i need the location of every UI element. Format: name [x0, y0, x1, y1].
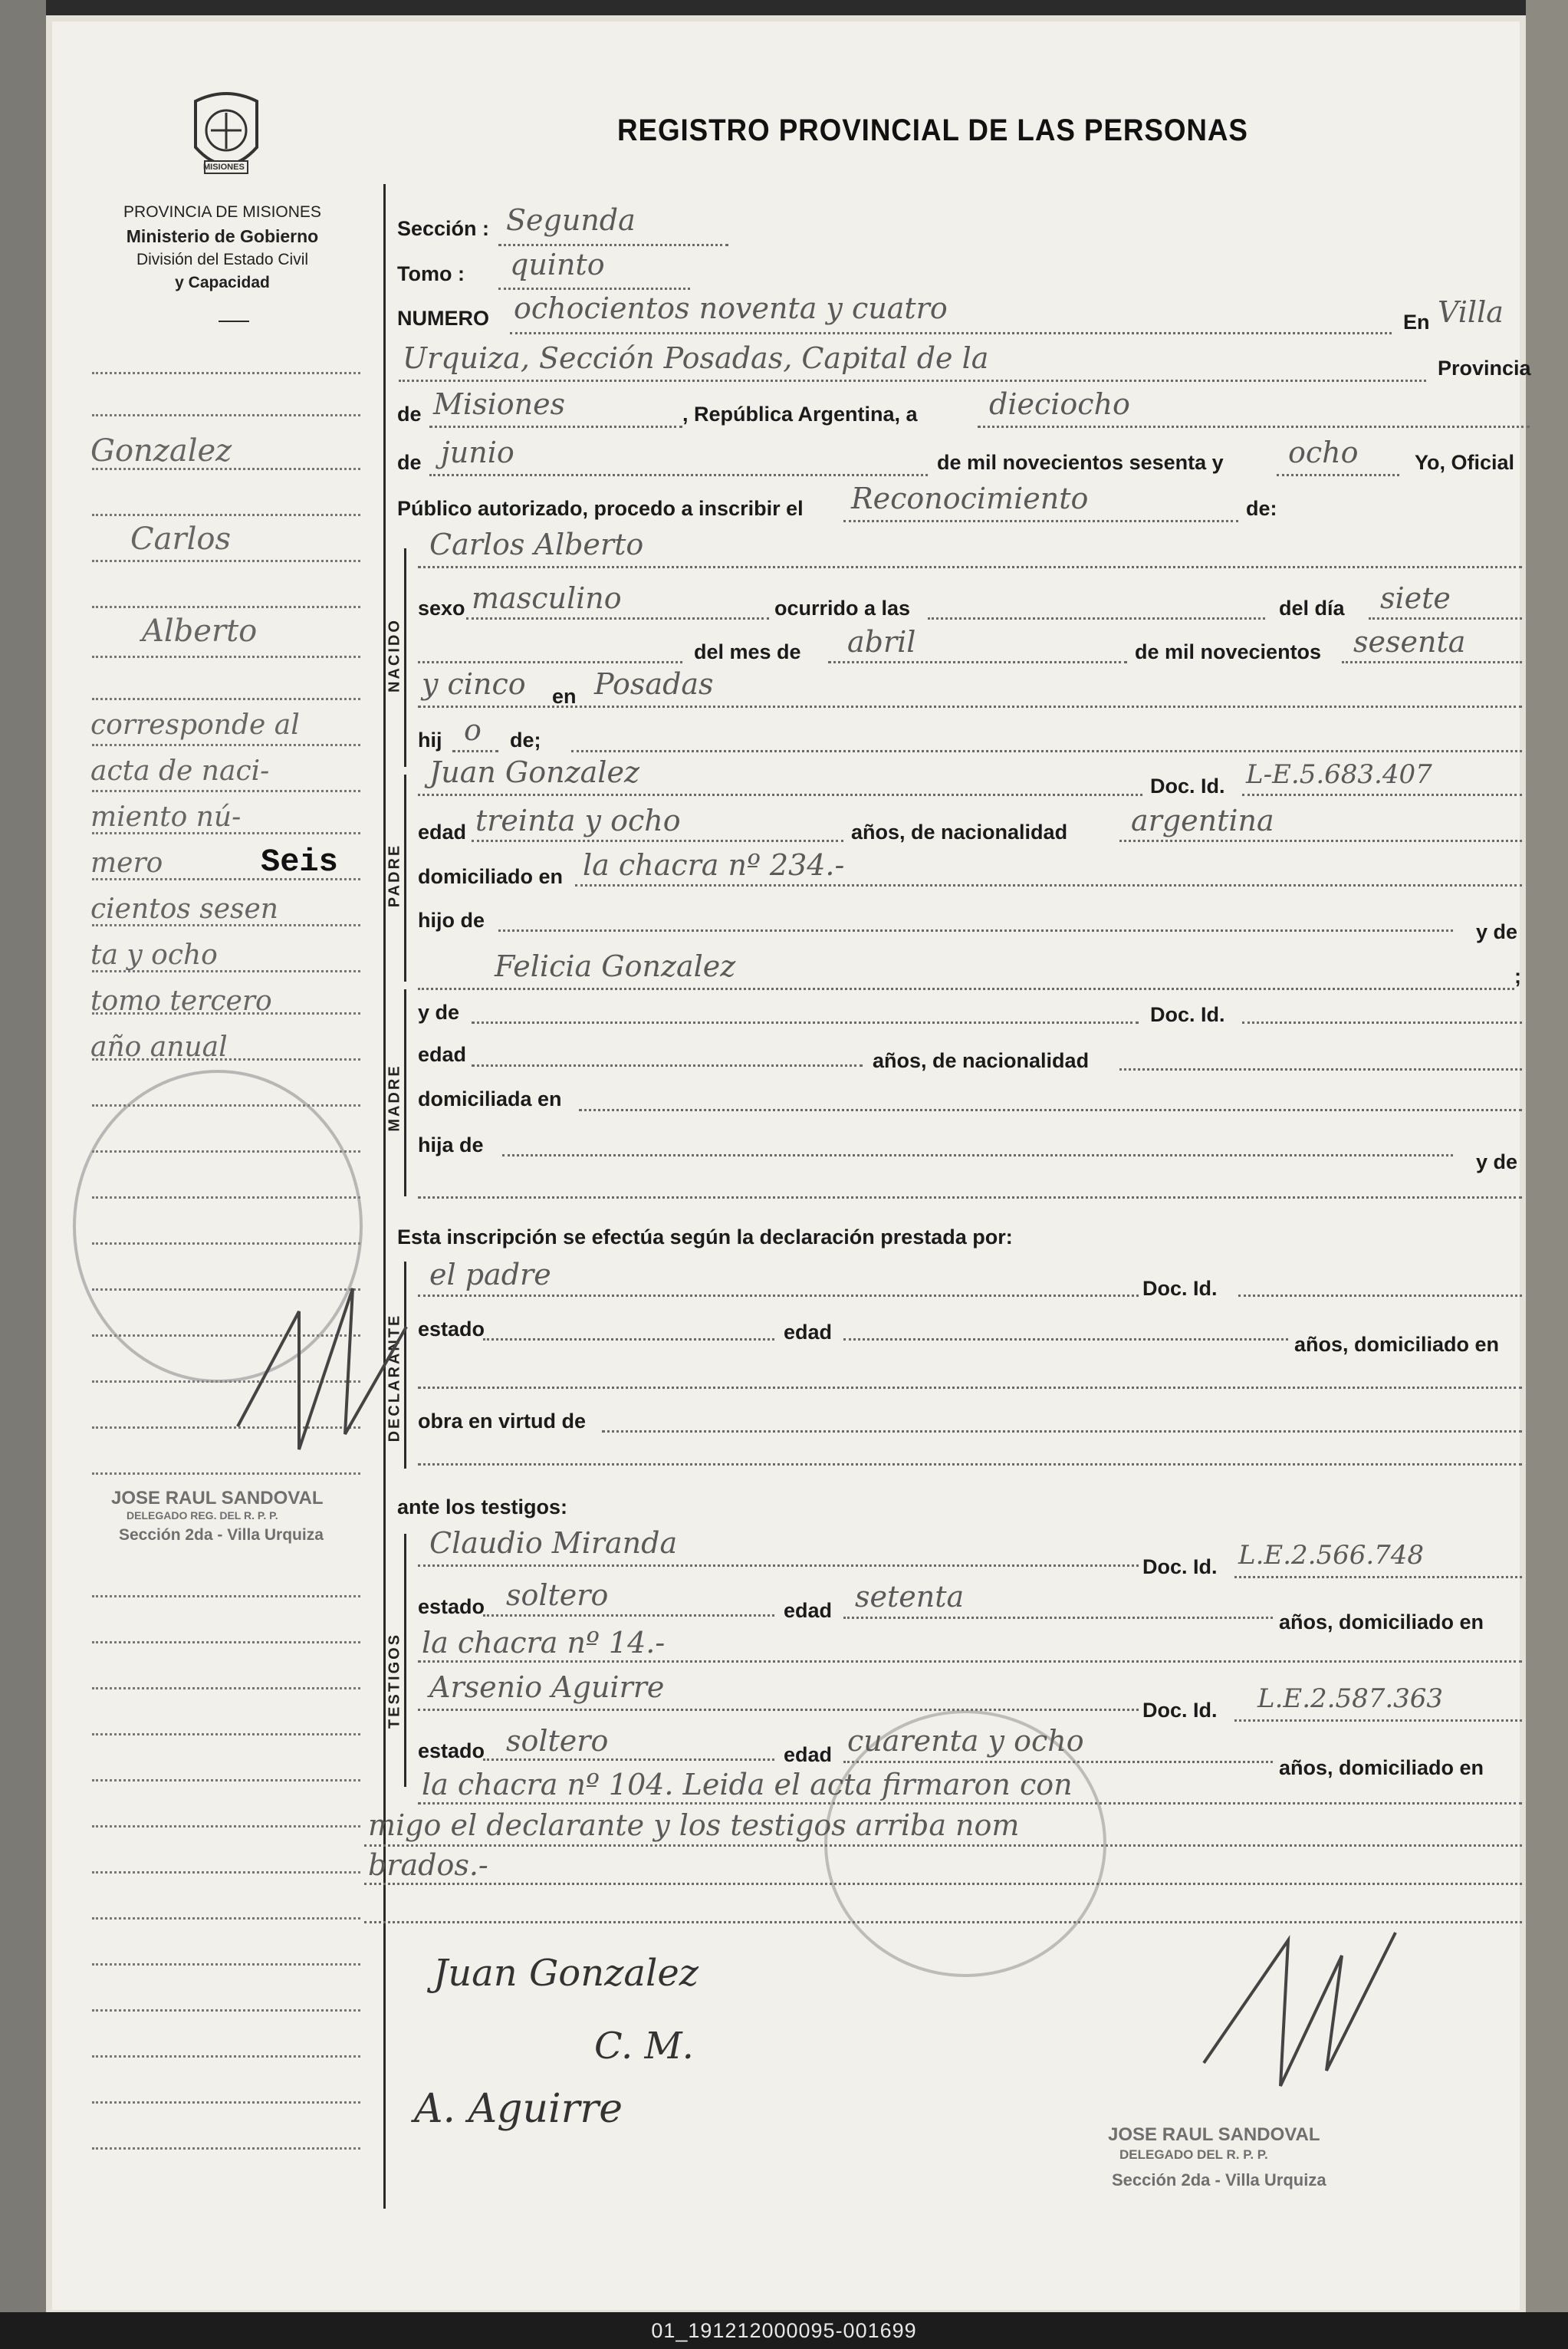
issuer-line-3: División del Estado Civil	[136, 251, 309, 268]
hijo-suffix: o	[464, 713, 482, 747]
testigo2-doc-value: L.E.2.587.363	[1257, 1683, 1444, 1714]
margin-note-line: tomo tercero	[90, 985, 272, 1017]
numero-label: NUMERO	[397, 307, 489, 330]
year-label: de mil novecientos sesenta y	[937, 451, 1224, 474]
testigos-intro-label: ante los testigos:	[397, 1495, 568, 1518]
nacido-month-value: abril	[847, 625, 916, 659]
de-label: de	[397, 403, 422, 426]
bottom-stamp-line: DELEGADO DEL R. P. P.	[1119, 2147, 1268, 2162]
emblem-text: MISIONES	[203, 163, 245, 172]
testigo1-edad-label: edad	[784, 1599, 833, 1622]
act-value: Reconocimiento	[851, 482, 1089, 515]
nacido-en-label: en	[552, 685, 577, 708]
en-label: En	[1403, 311, 1430, 334]
declarante-estado-label: estado	[418, 1318, 485, 1341]
sexo-label: sexo	[418, 597, 465, 620]
declarante-doc-label: Doc. Id.	[1142, 1277, 1218, 1300]
margin-rule	[383, 184, 386, 2209]
issuer-divider	[219, 321, 249, 322]
margin-note-line: ta y ocho	[90, 939, 218, 971]
signature-witness-1: C. M.	[594, 2025, 694, 2068]
margin-note-line: mero	[90, 847, 163, 879]
madre-domicilio-label: domiciliada en	[418, 1087, 562, 1110]
issuer-line-4: y Capacidad	[175, 274, 270, 291]
declarante-name-value: el padre	[429, 1258, 551, 1291]
declarante-obra-label: obra en virtud de	[418, 1410, 587, 1433]
padre-y-de-label: y de	[1476, 920, 1518, 943]
testigo1-estado-value: soltero	[506, 1578, 609, 1612]
margin-note-line: Gonzalez	[90, 433, 232, 469]
book-cover-left	[0, 0, 46, 2349]
margin-note-line: corresponde al	[90, 709, 300, 741]
madre-hija-label: hija de	[418, 1133, 484, 1156]
seccion-label: Sección :	[397, 217, 490, 240]
padre-rule	[404, 775, 406, 982]
signature-witness-2: A. Aguirre	[414, 2086, 623, 2132]
madre-doc-label: Doc. Id.	[1150, 1003, 1225, 1026]
testigo1-edad-value: setenta	[855, 1580, 965, 1614]
day-value: dieciocho	[989, 387, 1130, 421]
image-id-label: 01_191212000095-001699	[651, 2319, 917, 2342]
margin-note-line: año anual	[90, 1031, 228, 1063]
madre-anos-label: años, de nacionalidad	[873, 1049, 1090, 1072]
nacido-name-value: Carlos Alberto	[429, 528, 644, 561]
provincia-label: Provincia	[1438, 357, 1531, 380]
de3-label: de:	[1246, 497, 1277, 520]
nacido-year-cont-value: y cinco	[422, 667, 526, 701]
testigo2-edad-value: cuarenta y ocho	[847, 1724, 1084, 1758]
sexo-value: masculino	[472, 581, 622, 615]
testigo2-edad-label: edad	[784, 1743, 833, 1766]
padre-edad-label: edad	[418, 821, 467, 844]
testigo2-domicilio-value: la chacra nº 104. Leida el acta firmaron con	[422, 1768, 1073, 1801]
testigo1-estado-label: estado	[418, 1595, 485, 1618]
section-nacido: NACIDO	[386, 618, 403, 693]
padre-domicilio-label: domiciliado en	[418, 865, 564, 888]
nacido-place-value: Posadas	[594, 667, 714, 701]
testigo2-estado-value: soltero	[506, 1724, 609, 1758]
official-signature-icon	[1196, 1910, 1411, 2101]
padre-domicilio-value: la chacra nº 234.-	[583, 848, 845, 882]
testigos-rule	[404, 1534, 406, 1787]
testigo2-estado-label: estado	[418, 1739, 485, 1762]
del-dia-label: del día	[1279, 597, 1345, 620]
testigo2-anos-label: años, domiciliado en	[1279, 1756, 1484, 1779]
padre-name-value: Juan Gonzalez	[429, 755, 639, 789]
closing-line-2: brados.-	[368, 1848, 488, 1882]
delegate-stamp-line: Sección 2da - Villa Urquiza	[119, 1526, 324, 1544]
declarante-edad-label: edad	[784, 1321, 833, 1344]
testigo2-doc-label: Doc. Id.	[1142, 1699, 1218, 1722]
bottom-stamp-line: Sección 2da - Villa Urquiza	[1112, 2170, 1326, 2189]
numero-value: ochocientos noventa y cuatro	[514, 291, 948, 325]
margin-note-line: miento nú-	[90, 801, 242, 833]
bottom-stamp-line: JOSE RAUL SANDOVAL	[1108, 2124, 1320, 2145]
declarante-intro-label: Esta inscripción se efectúa según la declaración prestada por:	[397, 1225, 1013, 1249]
testigo1-domicilio-value: la chacra nº 14.-	[422, 1626, 666, 1660]
declarante-anos-label: años, domiciliado en	[1294, 1333, 1500, 1356]
year-value: ocho	[1288, 436, 1359, 469]
nacido-rule	[404, 548, 406, 767]
padre-hijo-de-label: hijo de	[418, 909, 485, 932]
hijo-label: hij	[418, 729, 442, 752]
oficial-label: Yo, Oficial	[1415, 451, 1515, 474]
margin-note-stamped-number: Seis	[261, 844, 338, 880]
madre-edad-label: edad	[418, 1043, 467, 1066]
seccion-value: Segunda	[506, 203, 636, 237]
section-padre: PADRE	[386, 843, 403, 908]
issuer-line-1: PROVINCIA DE MISIONES	[123, 203, 321, 221]
closing-line-1: migo el declarante y los testigos arriba nom	[368, 1808, 1020, 1842]
section-testigos: TESTIGOS	[386, 1632, 403, 1729]
testigo1-name-value: Claudio Miranda	[429, 1526, 678, 1560]
margin-note-line: Alberto	[142, 614, 258, 649]
testigo2-name-value: Arsenio Aguirre	[429, 1670, 665, 1704]
madre-rule	[404, 989, 406, 1196]
padre-anos-label: años, de nacionalidad	[851, 821, 1068, 844]
tomo-label: Tomo :	[397, 262, 465, 285]
de2-label: de	[397, 451, 422, 474]
nacido-de-label: de;	[510, 729, 541, 752]
section-declarante: DECLARANTE	[386, 1313, 403, 1443]
ocurrido-label: ocurrido a las	[774, 597, 911, 620]
padre-nacionalidad-value: argentina	[1131, 804, 1274, 837]
madre-y-de2-label: y de	[1476, 1150, 1518, 1173]
padre-semicolon: ;	[1514, 965, 1521, 988]
testigo1-anos-label: años, domiciliado en	[1279, 1610, 1484, 1633]
padre-doc-label: Doc. Id.	[1150, 775, 1225, 798]
testigo1-doc-value: L.E.2.566.748	[1238, 1540, 1425, 1571]
margin-note-line: acta de naci-	[90, 755, 270, 787]
place-value: Urquiza, Sección Posadas, Capital de la	[403, 341, 989, 375]
book-cover-right	[1526, 0, 1568, 2349]
delegate-stamp-line: DELEGADO REG. DEL R. P. P.	[127, 1509, 278, 1522]
issuer-line-2: Ministerio de Gobierno	[126, 226, 319, 246]
margin-note-line: Carlos	[130, 521, 231, 557]
publico-label: Público autorizado, procedo a inscribir el	[397, 497, 804, 520]
delegate-stamp-line: JOSE RAUL SANDOVAL	[111, 1488, 324, 1508]
testigo1-doc-label: Doc. Id.	[1142, 1555, 1218, 1578]
nacido-year-value: sesenta	[1353, 625, 1466, 659]
month-value: junio	[441, 436, 514, 469]
nacido-day-value: siete	[1380, 581, 1451, 615]
en-value: Villa	[1438, 295, 1504, 329]
page-title: REGISTRO PROVINCIAL DE LAS PERSONAS	[617, 114, 1248, 147]
margin-signature-icon	[230, 1265, 414, 1465]
padre-mother-value: Felicia Gonzalez	[495, 949, 736, 983]
signature-declarante: Juan Gonzalez	[433, 1952, 699, 1995]
madre-y-de-label: y de	[418, 1001, 460, 1024]
mes-label: del mes de	[694, 640, 801, 663]
republica-label: , República Argentina, a	[682, 403, 918, 426]
section-madre: MADRE	[386, 1064, 403, 1132]
province-value: Misiones	[433, 387, 566, 421]
margin-note-line: cientos sesen	[90, 893, 278, 925]
tomo-value: quinto	[510, 248, 605, 281]
mil-label: de mil novecientos	[1135, 640, 1322, 663]
padre-doc-value: L-E.5.683.407	[1246, 759, 1432, 790]
padre-edad-value: treinta y ocho	[475, 804, 681, 837]
